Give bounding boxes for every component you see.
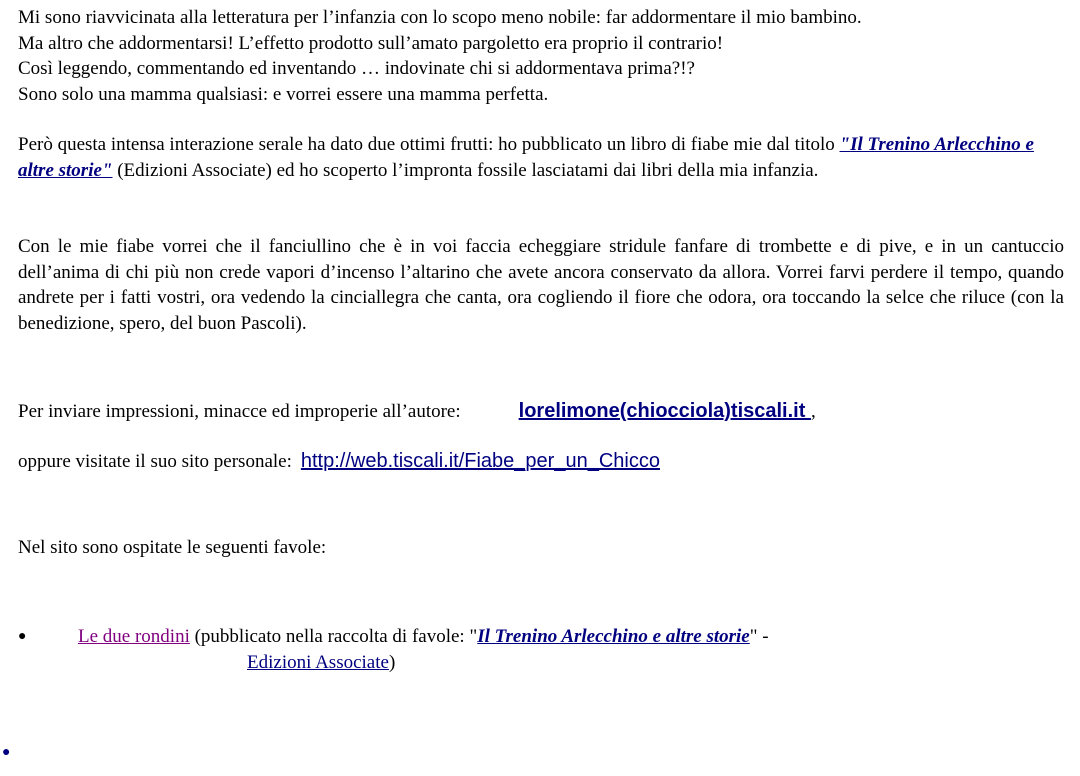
site-link[interactable]: http://web.tiscali.it/Fiabe_per_un_Chicco: [300, 449, 660, 472]
favola-text-after: " -: [749, 626, 769, 647]
list-item-line-1: [18, 624, 1064, 650]
contact-trailing: ,: [810, 401, 816, 422]
book-quote-close: ": [101, 159, 113, 181]
book-paragraph: [18, 132, 1064, 183]
book-title: Il Trenino Arlecchino e altre storie: [18, 134, 1034, 181]
site-line: [18, 449, 1064, 475]
email-link[interactable]: lorelimone(chiocciola)tiscali.it: [518, 400, 811, 422]
site-label: oppure visitate il suo sito personale:: [18, 450, 292, 472]
favole-intro: Nel sito sono ospitate le seguenti favole:: [18, 537, 327, 558]
intro-line-2: Ma altro che addormentarsi! L’effetto prodotto sull’amato pargoletto era proprio il contrario!: [18, 32, 724, 54]
publisher-link[interactable]: Edizioni Associate: [247, 651, 389, 673]
book-text-after: (Edizioni Associate) ed ho scoperto l’impronta fossile lasciatami dai libri della mia infanzia.: [112, 159, 819, 181]
intro-paragraph: [18, 5, 1064, 107]
page-content: [18, 5, 1064, 561]
intro-line-1: Mi sono riavvicinata alla letteratura per l’infanzia con lo scopo meno nobile: far addormentare il mio bambino.: [18, 7, 862, 28]
book-quote-open: ": [839, 134, 851, 155]
contact-label: Per inviare impressioni, minacce ed improperie all’autore:: [18, 401, 461, 422]
favola-link-le-due-rondini[interactable]: Le due rondini: [78, 626, 190, 647]
list-item-line-2: [18, 650, 1064, 676]
empty-bullet-icon: ●: [2, 745, 11, 760]
favola-close: ): [388, 651, 396, 673]
intro-line-4: Sono solo una mamma qualsiasi: e vorrei essere una mamma perfetta.: [18, 83, 549, 105]
contact-line: [18, 399, 1064, 425]
bullet-icon: ●: [18, 629, 27, 644]
collection-link[interactable]: Il Trenino Arlecchino e altre storie: [477, 626, 750, 647]
book-text-before: Però questa intensa interazione serale ha dato due ottimi frutti: ho pubblicato un libro di fiabe mie dal titolo: [18, 134, 840, 155]
fiabe-paragraph: Con le mie fiabe vorrei che il fanciullino che è in voi faccia echeggiare stridule fanfare di trombette e di pive, e in un cantuccio dell’anima di chi più non crede vapori d’incenso l’altarino che avete ancora conservato da allora. Vorrei farvi perdere il tempo, quando andrete per i fatti vostri, ora vedendo la cinciallegra che canta, ora cogliendo il fiore che odora, ora toccando la selce che riluce (con la benedizione, spero, del buon Pascoli).: [18, 236, 1064, 334]
intro-line-3: Così leggendo, commentando ed inventando … indovinate chi si addormentava prima?!?: [18, 58, 695, 79]
list-item: [18, 624, 1064, 675]
favole-list: [18, 624, 1064, 675]
favola-text-before: (pubblicato nella raccolta di favole: ": [189, 626, 478, 647]
